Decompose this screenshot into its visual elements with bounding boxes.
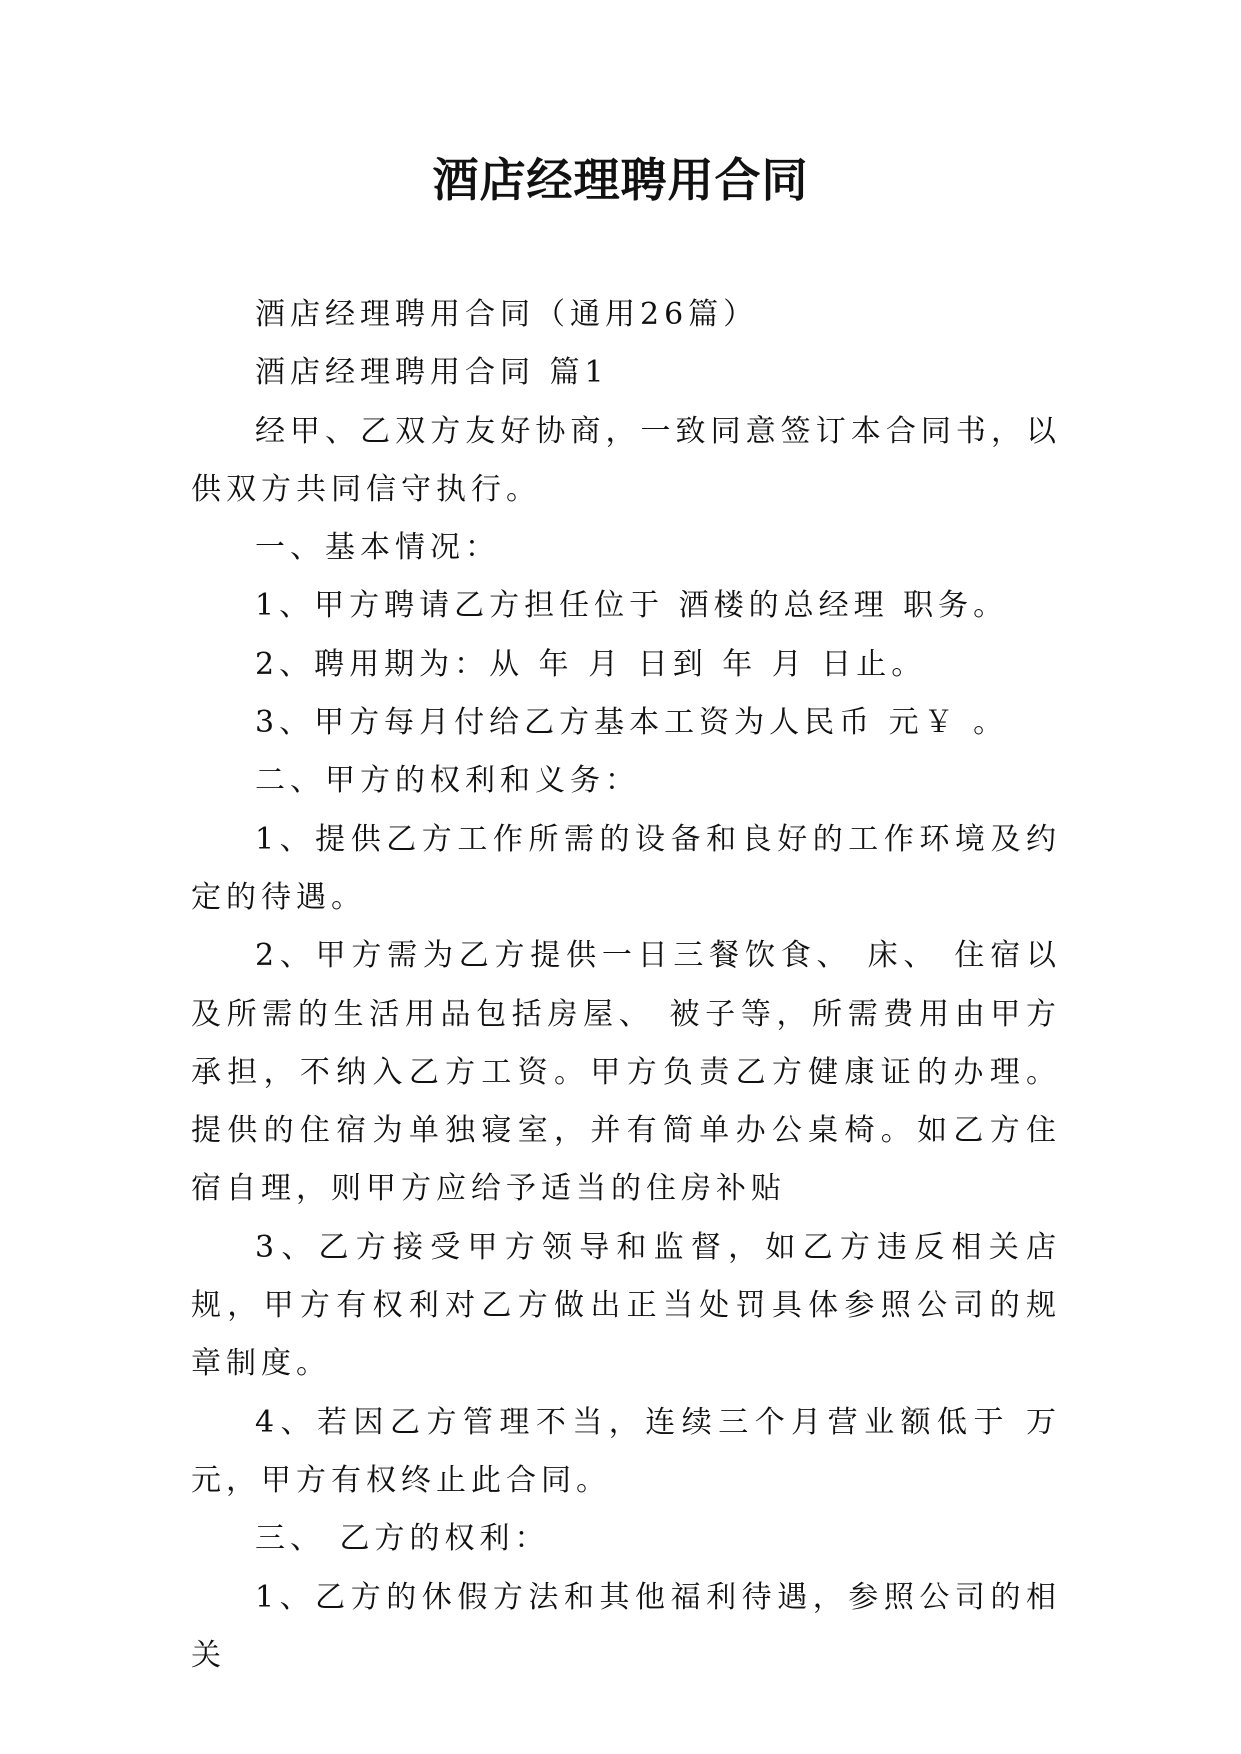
paragraph-basic-1: 1、甲方聘请乙方担任位于 酒楼的总经理 职务。 (255, 588, 1009, 624)
paragraph-party-b-1: 1、乙方的休假方法和其他福利待遇，参照公司的相关 (191, 1579, 1061, 1673)
document-title: 酒店经理聘用合同 (432, 153, 809, 207)
paragraph-preamble: 经甲、乙双方友好协商，一致同意签订本合同书，以供双方共同信守执行。 (191, 413, 1061, 507)
paragraph-heading-party-a: 二、甲方的权利和义务： (255, 763, 640, 799)
document-body (191, 286, 1061, 1685)
paragraph-party-a-3: 3、乙方接受甲方领导和监督，如乙方违反相关店规，甲方有权利对乙方做出正当处罚具体参照公司的规章制度。 (191, 1229, 1061, 1382)
paragraph-party-a-2: 2、甲方需为乙方提供一日三餐饮食、 床、 住宿以及所需的生活用品包括房屋、 被子等，所需费用由甲方承担，不纳入乙方工资。甲方负责乙方健康证的办理。提供的住宿为单独寝室，并有简单办公桌椅。如乙方住宿自理，则甲方应给予适当的住房补贴 (191, 938, 1061, 1207)
paragraph-party-a-1: 1、提供乙方工作所需的设备和良好的工作环境及约定的待遇。 (191, 821, 1061, 915)
paragraph-heading-party-b: 三、 乙方的权利： (255, 1521, 550, 1557)
paragraph-section-heading: 酒店经理聘用合同 篇1 (255, 355, 609, 391)
paragraph-heading-basic: 一、基本情况： (255, 530, 500, 566)
paragraph-basic-3: 3、甲方每月付给乙方基本工资为人民币 元￥ 。 (255, 705, 1009, 741)
paragraph-party-a-4: 4、若因乙方管理不当，连续三个月营业额低于 万元，甲方有权终止此合同。 (191, 1404, 1061, 1498)
paragraph-subtitle: 酒店经理聘用合同（通用26篇） (255, 297, 759, 332)
paragraph-basic-2: 2、聘用期为：从 年 月 日到 年 月 日止。 (255, 646, 927, 682)
